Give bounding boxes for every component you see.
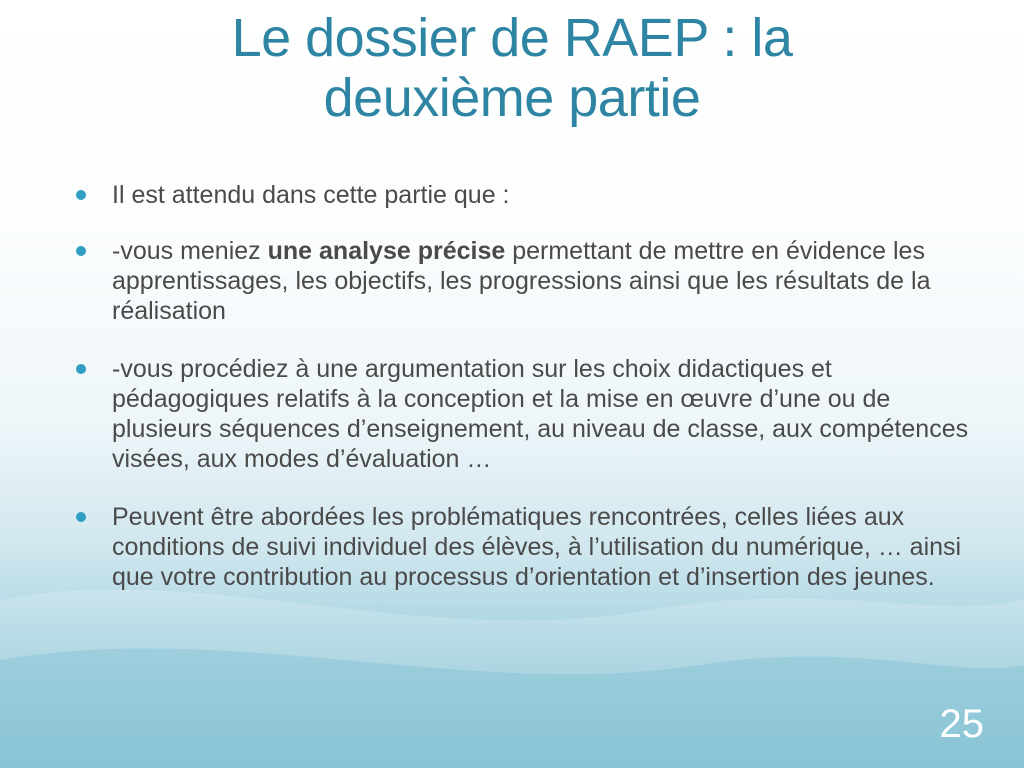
bullet-dot-icon — [76, 512, 86, 522]
bullet-text: Peuvent être abordées les problématiques rencontrées, celles liées aux conditions de suivi individuel des élèves, à l’utilisation du numérique, … ainsi que votre contribution au processus d’orientation et d’insertion des jeunes. — [112, 503, 962, 591]
bullet-text-suffix: permettant de mettre en évidence les apprentissages, les objectifs, les progressions ainsi que les résultats de la réalisation — [112, 237, 931, 325]
bullet-item — [74, 236, 974, 326]
bullet-bold-phrase: une analyse précise — [267, 237, 506, 265]
slide-number: 25 — [939, 702, 984, 746]
bullet-text: -vous procédiez à une argumentation sur les choix didactiques et pédagogiques relatifs à la conception et la mise en œuvre d’une ou de plusieurs séquences d’enseignement, au niveau de classe, aux compétences visées, aux modes d’évaluation … — [112, 355, 969, 473]
bullet-list — [74, 180, 974, 620]
bullet-dot-icon — [76, 190, 86, 200]
bullet-item — [74, 502, 974, 592]
bullet-item — [74, 354, 974, 474]
slide-title: Le dossier de RAEP : la deuxième partie — [231, 8, 793, 128]
bullet-item — [74, 180, 974, 210]
bullet-dot-icon — [76, 364, 86, 374]
bullet-text: Il est attendu dans cette partie que : — [112, 181, 510, 209]
bullet-dot-icon — [76, 246, 86, 256]
bullet-text-prefix: -vous meniez — [112, 237, 268, 265]
